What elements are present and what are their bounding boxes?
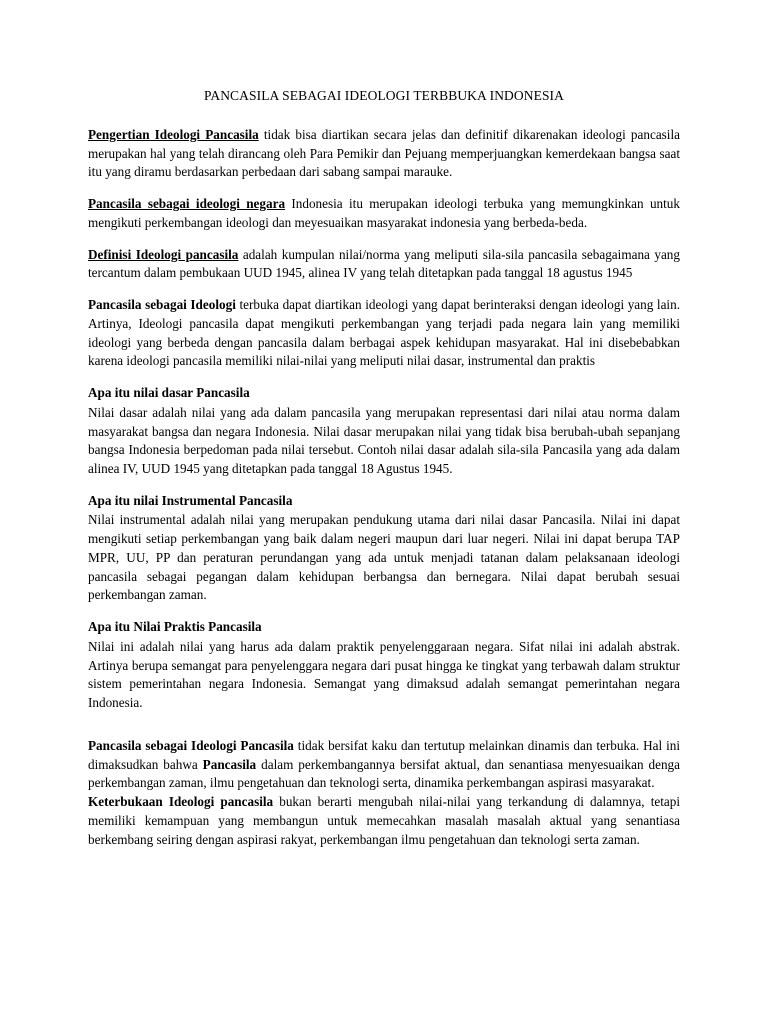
lead-keterbukaan-ideologi-pancasila: Keterbukaan Ideologi pancasila — [88, 794, 274, 810]
page-title: PANCASILA SEBAGAI IDEOLOGI TERBBUKA INDONESIA — [203, 88, 564, 103]
section-nilai-instrumental — [88, 492, 680, 605]
paragraph-ideologi-negara — [88, 195, 680, 232]
body-definisi: adalah kumpulan nilai/norma yang meliputi sila-sila pancasila sebagaimana yang tercantum dalam pembukaan UUD 1945, alinea IV yang telah ditetapkan pada tanggal 18 agustus 1945 — [88, 246, 680, 281]
paragraph-pengertian — [88, 126, 680, 182]
body-dinamis-a: tidak bersifat kaku dan tertutup melainkan dinamis dan terbuka. Hal ini dimaksudkan bahwa — [88, 737, 680, 772]
body-nilai-dasar: Nilai dasar adalah nilai yang ada dalam pancasila yang merupakan representasi dari nilai atau norma dalam masyarakat bangsa dan negara Indonesia. Nilai dasar merupakan nilai yang tidak bisa berubah-ubah sepanjang bangsa Indonesia berpedoman pada nilai tersebut. Contoh nilai dasar adalah sila-sila Pancasila yang ada dalam alinea IV, UUD 1945 yang ditetapkan pada tanggal 18 Agustus 1945. — [88, 404, 680, 477]
paragraph-ideologi-terbuka — [88, 296, 680, 371]
lead-pancasila-sebagai-ideologi-pancasila: Pancasila sebagai Ideologi Pancasila — [88, 737, 294, 753]
heading-nilai-dasar: Apa itu nilai dasar Pancasila — [88, 385, 250, 401]
heading-nilai-praktis: Apa itu Nilai Praktis Pancasila — [88, 619, 262, 635]
body-dinamis-b: dalam perkembangannya bersifat aktual, dan senantiasa menyesuaikan denga perkembangan zaman, ilmu pengetahuan dan teknologi serta, dinamika perkembangan aspirasi masyarakat. — [88, 756, 680, 791]
inline-bold-pancasila: Pancasila — [202, 756, 257, 772]
section-nilai-praktis — [88, 618, 680, 713]
paragraph-definisi — [88, 246, 680, 283]
section-nilai-dasar — [88, 384, 680, 479]
lead-definisi-ideologi-pancasila: Definisi Ideologi pancasila — [88, 246, 239, 262]
body-pengertian: tidak bisa diartikan secara jelas dan definitif dikarenakan ideologi pancasila merupakan hal yang telah dirancang oleh Para Pemikir dan Pejuang memperjuangkan kemerdekaan bangsa saat itu yang diramu berdasarkan perbedaan dari sabang sampai marauke. — [88, 127, 680, 180]
body-ideologi-terbuka: terbuka dapat diartikan ideologi yang dapat berinteraksi dengan ideologi yang lain. Artinya, Ideologi pancasila dapat mengikuti perkembangan yang terjadi pada negara lain yang memiliki ideologi yang berbeda dengan pancasila dalam berbagai aspek kehidupan masyarakat. Hal ini disebebabkan karena ideologi pancasila memiliki nilai-nilai yang meliputi nilai dasar, instrumental dan praktis — [88, 297, 680, 369]
heading-nilai-instrumental: Apa itu nilai Instrumental Pancasila — [88, 492, 293, 508]
lead-pancasila-sebagai-ideologi-negara: Pancasila sebagai ideologi negara — [88, 196, 286, 212]
lead-pancasila-sebagai-ideologi: Pancasila sebagai Ideologi — [88, 297, 236, 313]
lead-pengertian-ideologi-pancasila: Pengertian Ideologi Pancasila — [88, 127, 259, 142]
body-nilai-instrumental: Nilai instrumental adalah nilai yang merupakan pendukung utama dari nilai dasar Pancasila. Nilai ini dapat mengikuti setiap perkembangan yang baik dalam negeri maupun dari luar negeri. Nilai ini dapat berupa TAP MPR, UU, PP dan peraturan perundangan yang ada untuk menjadi tatanan dalam pelaksanaan ideologi pancasila sebagai pegangan dalam kehidupan berbangsa dan bernegara. Nilai dapat berubah sesuai perkembangan zaman. — [88, 512, 680, 603]
body-nilai-praktis: Nilai ini adalah nilai yang harus ada dalam praktik penyelenggaraan negara. Sifat nilai ini adalah abstrak. Artinya berupa semangat para penyelenggara negara dari pusat hingga ke tingkat yang terbawah dalam struktur sistem pemerintahan negara Indonesia. Semangat yang dimaksud adalah semangat pemerintahan negara Indonesia. — [88, 638, 680, 711]
paragraph-ideologi-pancasila-dinamis — [88, 737, 680, 793]
body-ideologi-negara: Indonesia itu merupakan ideologi terbuka yang memungkinkan untuk mengikuti perkembangan ideologi dan meyesuaikan masyarakat indonesia yang berbeda-beda. — [88, 196, 680, 230]
body-keterbukaan: bukan berarti mengubah nilai-nilai yang terkandung di dalamnya, tetapi memiliki kemampuan yang membangun untuk memecahkan masalah masalah aktual yang senantiasa berkembang seiring dengan aspirasi rakyat, perkembangan ilmu pengetahuan dan teknologi serta zaman. — [88, 794, 680, 847]
paragraph-keterbukaan — [88, 793, 680, 849]
